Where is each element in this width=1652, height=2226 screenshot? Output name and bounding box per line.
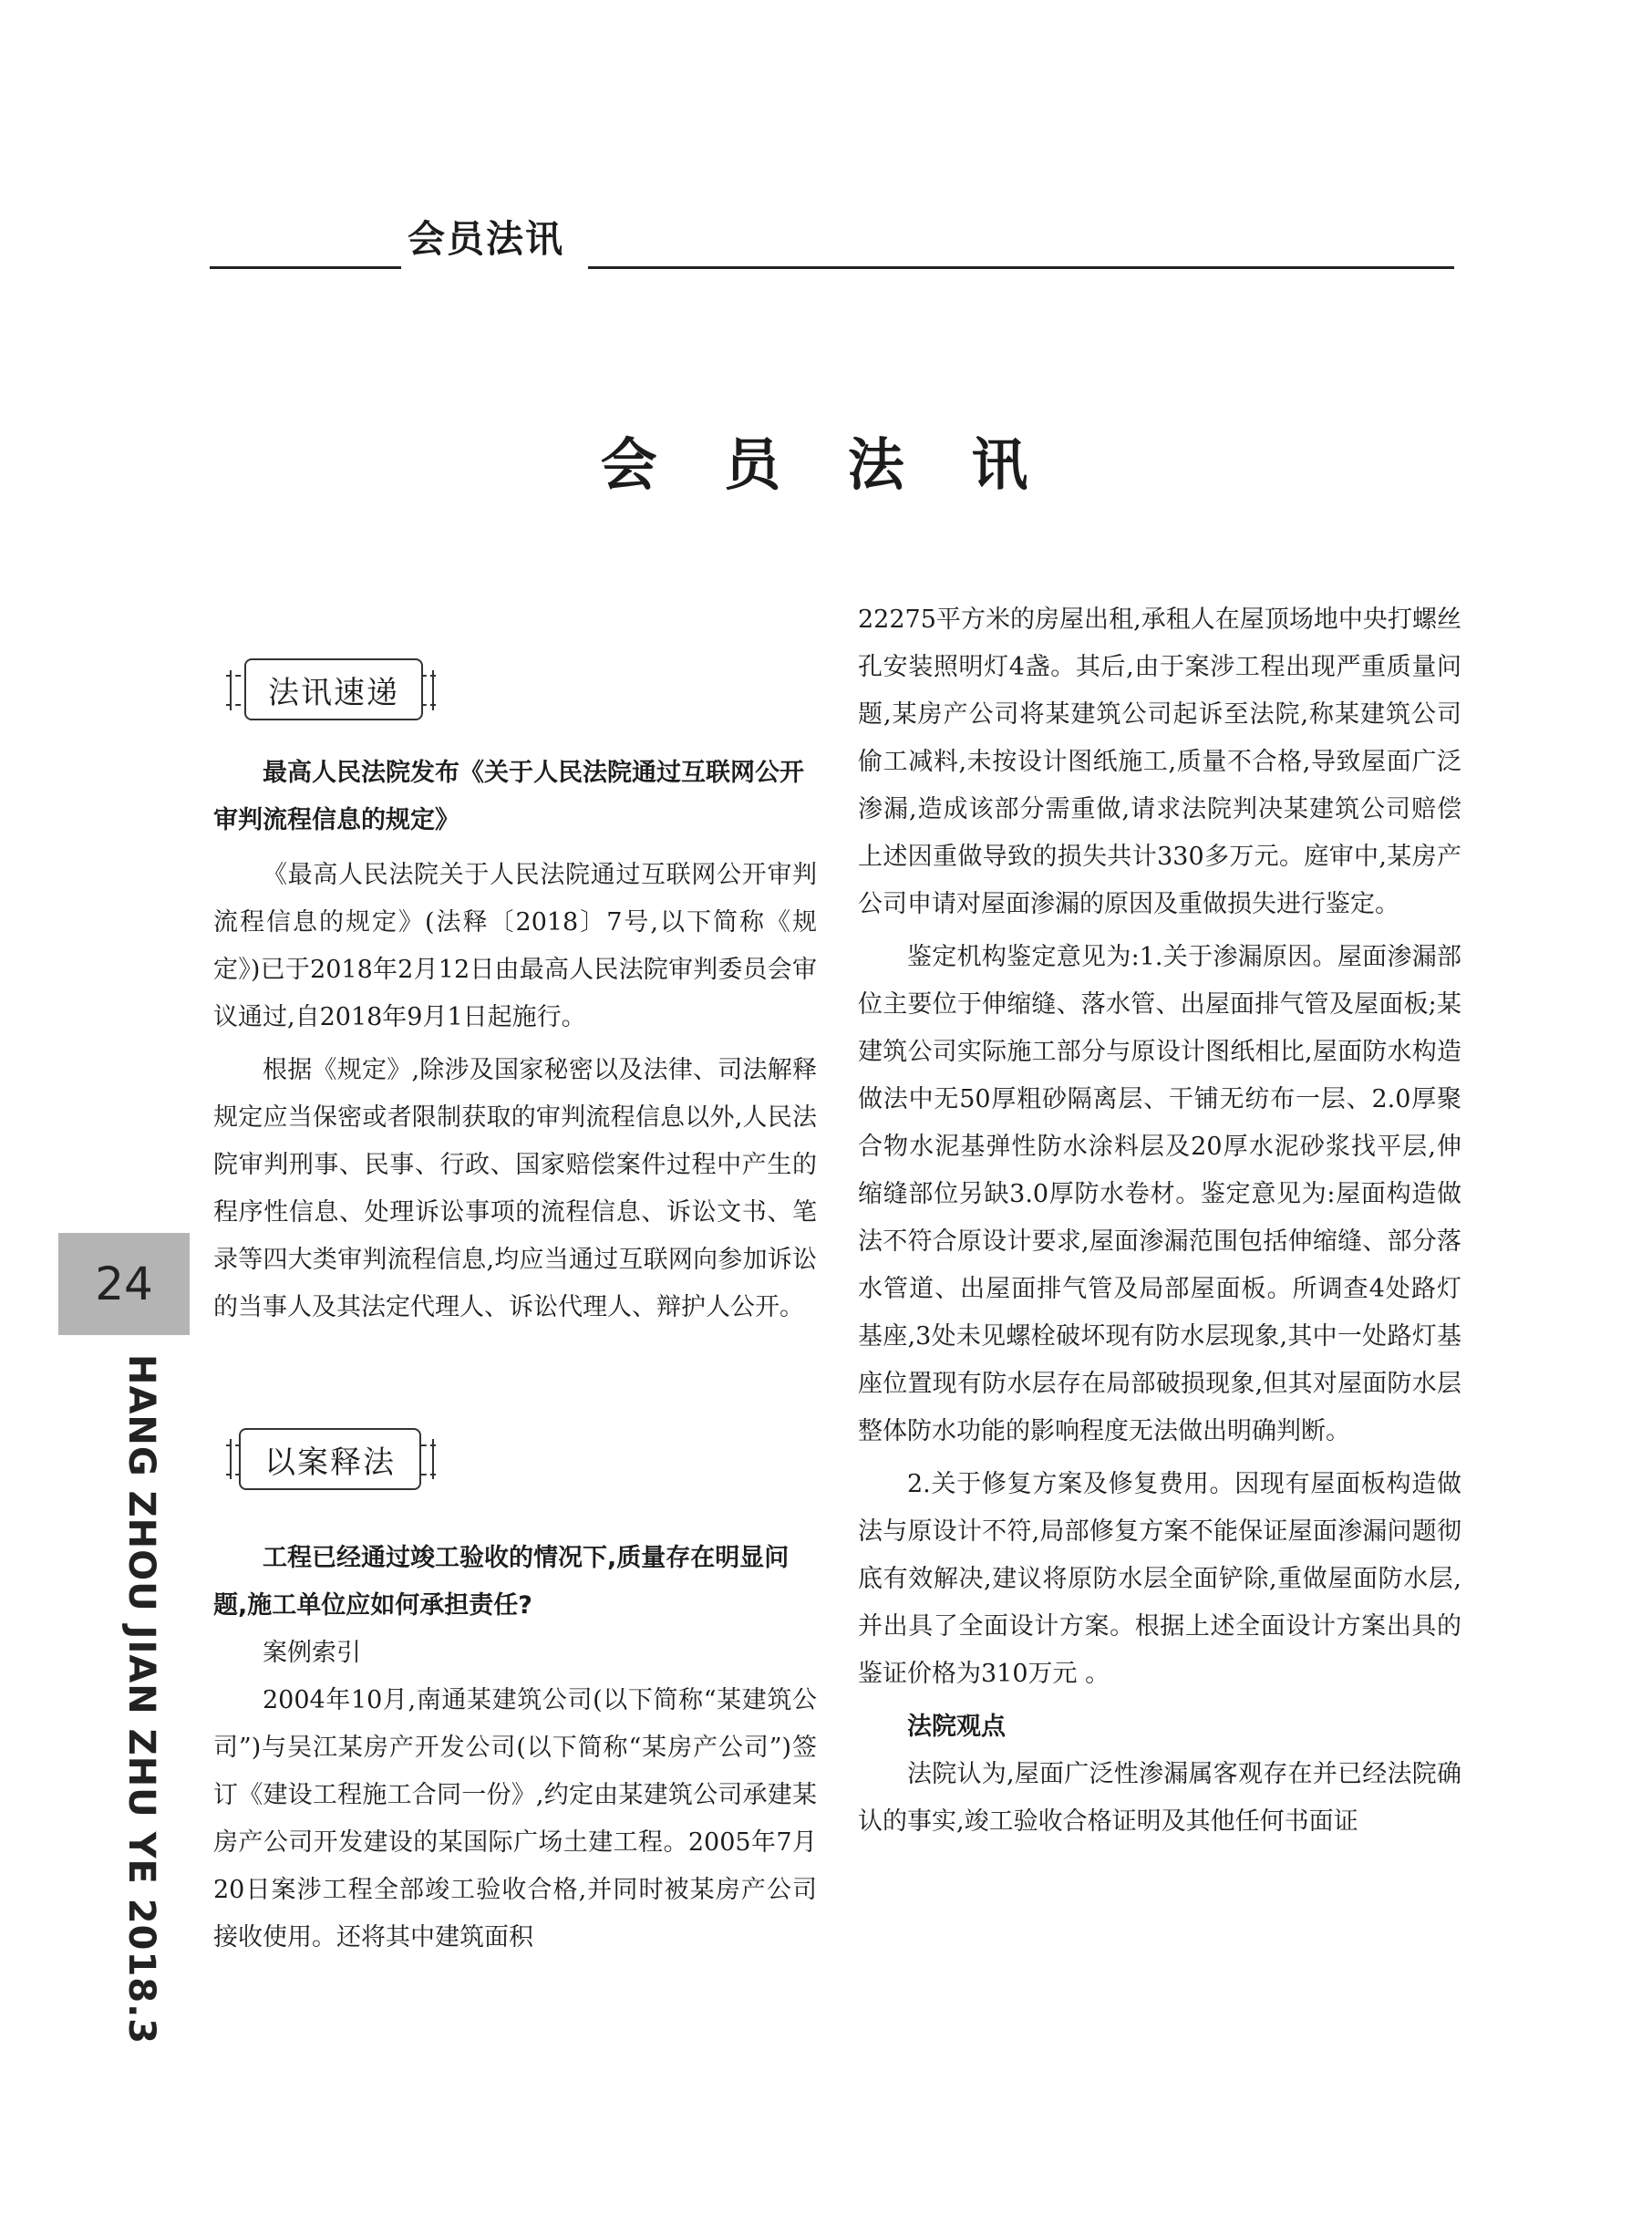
left-column-news <box>213 750 817 1337</box>
wire-post-left <box>230 1439 232 1479</box>
wire-post-left <box>230 670 232 710</box>
wire-post-right <box>432 1439 434 1479</box>
news-paragraph: 根据《规定》,除涉及国家秘密以及法律、司法解释规定应当保密或者限制获取的审判流程信息以外,人民法院审判刑事、民事、行政、国家赔偿案件过程中产生的程序性信息、处理诉讼事项的流程信息、诉讼文书、笔录等四大类审判流程信息,均应当通过互联网向参加诉讼的当事人及其法定代理人、诉讼代理人、辩护人公开。 <box>213 1056 817 1321</box>
news-heading: 最高人民法院发布《关于人民法院通过互联网公开审判流程信息的规定》 <box>213 759 804 834</box>
section-title: 会员法讯 <box>408 217 564 261</box>
wire-post-right <box>432 670 434 710</box>
case-paragraph: 2004年10月,南通某建筑公司(以下简称“某建筑公司”)与吴江某房产开发公司(以下简称“某房产公司”)签订《建设工程施工合同一份》,约定由某建筑公司承建某房产公司开发建设的某国际广场土建工程。2005年7月20日案涉工程全部竣工验收合格,并同时被某房产公司接收使用。还将其中建筑面积 <box>213 1686 817 1952</box>
page-number: 24 <box>95 1258 153 1310</box>
court-view-label: 法院观点 <box>907 1713 1006 1741</box>
badge-label: 以案释法 <box>264 1444 396 1481</box>
badge-box <box>239 1428 421 1490</box>
case-paragraph: 鉴定机构鉴定意见为:1.关于渗漏原因。屋面渗漏部位主要位于伸缩缝、落水管、出屋面排气管及屋面板;某建筑公司实际施工部分与原设计图纸相比,屋面防水构造做法中无50厚粗砂隔离层、干铺无纺布一层、2.0厚聚合物水泥基弹性防水涂料层及20厚水泥砂浆找平层,伸缩缝部位另缺3.0厚防水卷材。鉴定意见为:屋面构造做法不符合原设计要求,屋面渗漏范围包括伸缩缝、部分落水管道、出屋面排气管及局部屋面板。所调查4处路灯基座,3处未见螺栓破坏现有防水层现象,其中一处路灯基座位置现有防水层存在局部破损现象,但其对屋面防水层整体防水功能的影响程度无法做出明确判断。 <box>858 943 1461 1445</box>
right-column <box>858 596 1461 1851</box>
page-title: 会 员 法 讯 <box>600 431 1052 498</box>
badge-box <box>244 658 423 720</box>
case-paragraph: 22275平方米的房屋出租,承租人在屋顶场地中央打螺丝孔安装照明灯4盏。其后,由于案涉工程出现严重质量问题,某房产公司将某建筑公司起诉至法院,称某建筑公司偷工减料,未按设计图纸施工,质量不合格,导致屋面广泛渗漏,造成该部分需重做,请求法院判决某建筑公司赔偿上述因重做导致的损失共计330多万元。庭审中,某房产公司申请对屋面渗漏的原因及重做损失进行鉴定。 <box>858 606 1461 918</box>
news-paragraph: 《最高人民法院关于人民法院通过互联网公开审判流程信息的规定》(法释〔2018〕7号,以下简称《规定》)已于2018年2月12日由最高人民法院审判委员会审议通过,自2018年9月1日起施行。 <box>213 861 817 1031</box>
badge-label: 法讯速递 <box>268 674 399 711</box>
left-column-case <box>213 1535 817 1967</box>
header-rule-right <box>588 266 1454 269</box>
header-rule-left <box>210 266 401 269</box>
running-title: HANG ZHOU JIAN ZHU YE 2018.3 <box>120 1354 162 2045</box>
case-paragraph: 2.关于修复方案及修复费用。因现有屋面板构造做法与原设计不符,局部修复方案不能保证屋面渗漏问题彻底有效解决,建议将原防水层全面铲除,重做屋面防水层,并出具了全面设计方案。根据上述全面设计方案出具的鉴证价格为310万元 。 <box>858 1470 1461 1688</box>
case-index-label: 案例索引 <box>263 1639 361 1667</box>
case-heading: 工程已经通过竣工验收的情况下,质量存在明显问题,施工单位应如何承担责任? <box>213 1544 790 1620</box>
case-paragraph: 法院认为,屋面广泛性渗漏属客观存在并已经法院确认的事实,竣工验收合格证明及其他任何书面证 <box>858 1760 1461 1836</box>
